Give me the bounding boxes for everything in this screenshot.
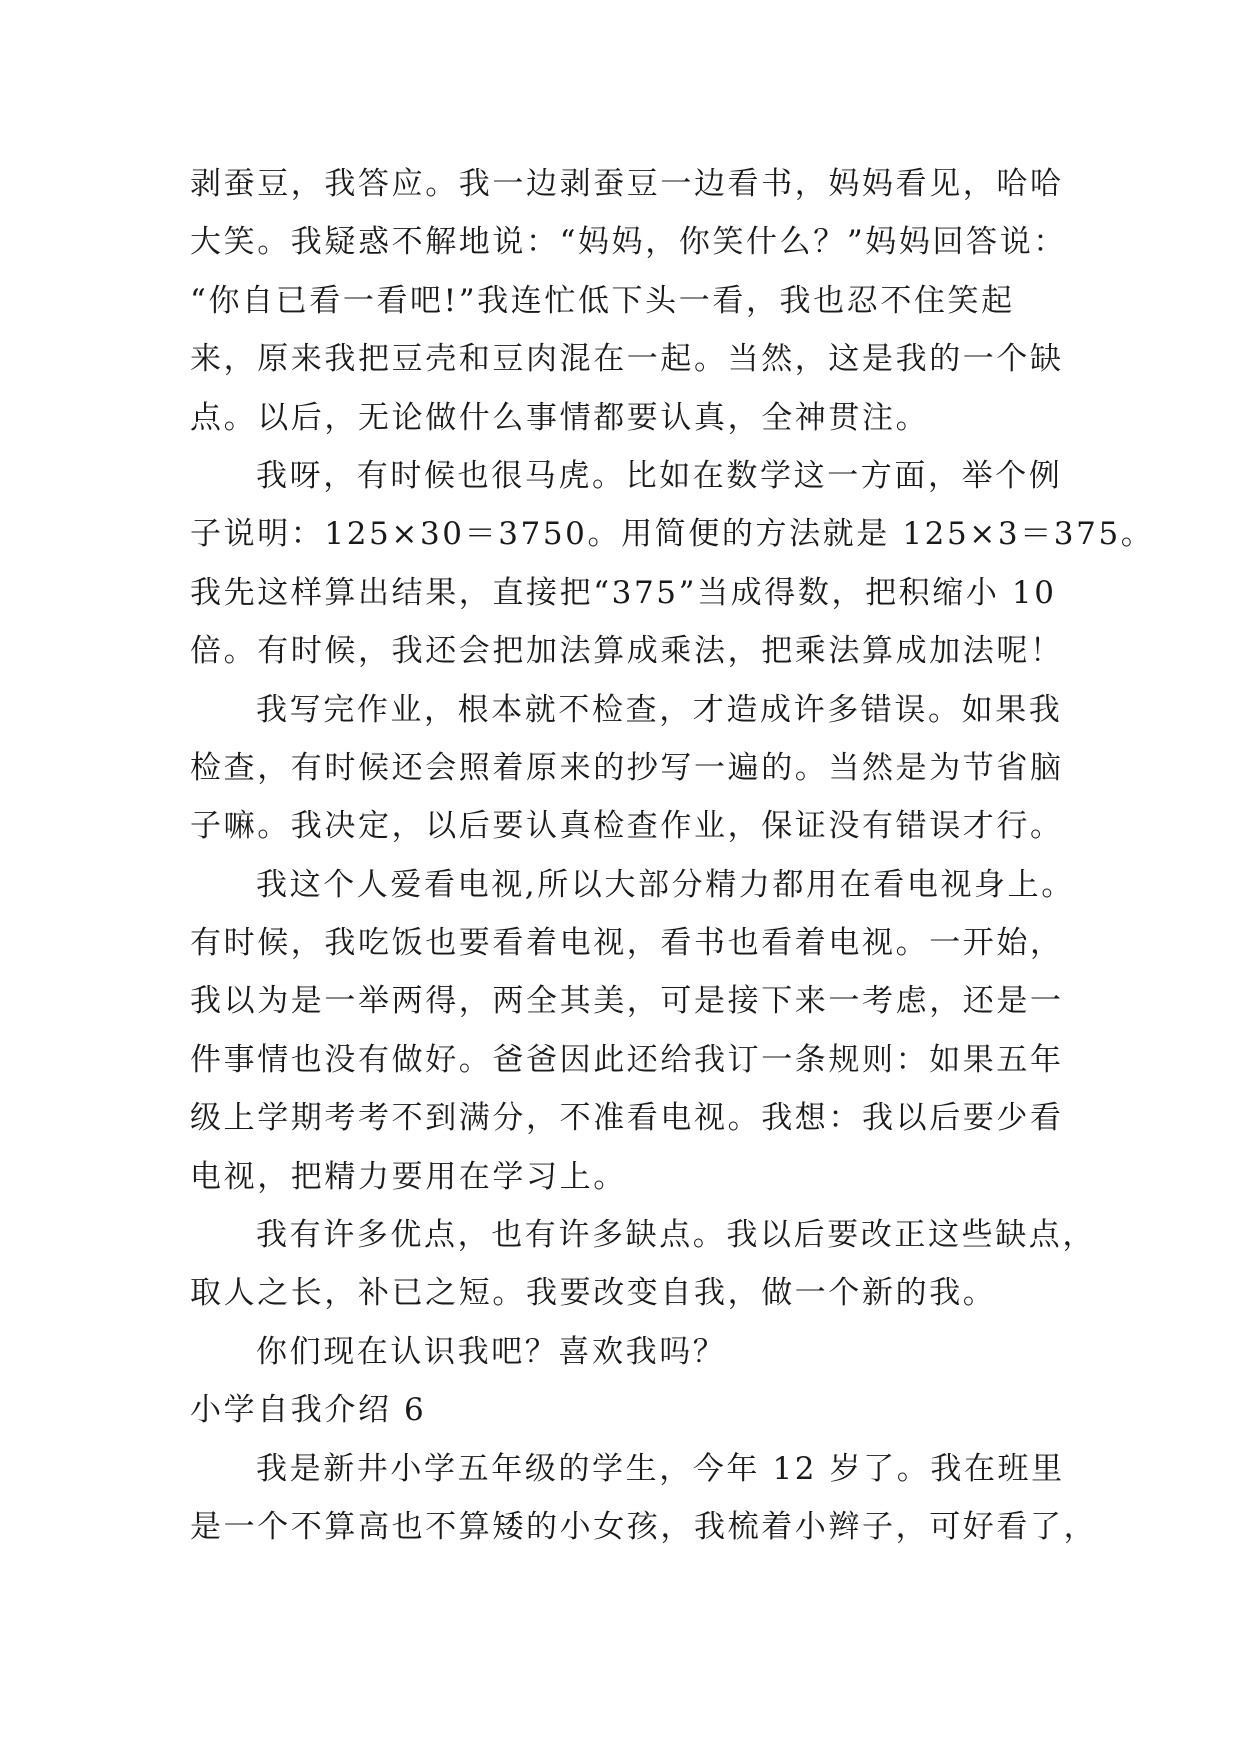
text-line: 来，原来我把豆壳和豆肉混在一起。当然，这是我的一个缺 [190, 341, 1064, 378]
text-line: 电视，把精力要用在学习上。 [190, 1158, 627, 1195]
text-line: 取人之长，补已之短。我要改变自我，做一个新的我。 [190, 1275, 997, 1312]
text-line: 大笑。我疑惑不解地说：“妈妈，你笑什么？”妈妈回答说： [190, 224, 1067, 261]
text-line: 子嘛。我决定，以后要认真检查作业，保证没有错误才行。 [190, 808, 1064, 845]
text-line: 点。以后，无论做什么事情都要认真，全神贯注。 [190, 399, 930, 436]
text-line: 子说明：125×30＝3750。用简便的方法就是 125×3＝375。 [190, 516, 1155, 553]
text-line: 你们现在认识我吧？喜欢我吗？ [256, 1333, 727, 1370]
text-line: 检查，有时候还会照着原来的抄写一遍的。当然是为节省脑 [190, 749, 1064, 786]
text-line: 我写完作业，根本就不检查，才造成许多错误。如果我 [256, 691, 1063, 728]
text-line: 有时候，我吃饭也要看着电视，看书也看着电视。一开始， [190, 925, 1064, 962]
text-line: 我是新井小学五年级的学生，今年 12 岁了。我在班里 [256, 1450, 1065, 1487]
text-line: 是一个不算高也不算矮的小女孩，我梳着小辫子，可好看了， [190, 1508, 1098, 1545]
section-heading: 小学自我介绍 6 [190, 1392, 427, 1429]
text-line: 件事情也没有做好。爸爸因此还给我订一条规则：如果五年 [190, 1041, 1064, 1078]
text-line: 我这个人爱看电视,所以大部分精力都用在看电视身上。 [256, 866, 1075, 903]
text-line: 我先这样算出结果，直接把“375”当成得数，把积缩小 10 [190, 574, 1057, 611]
text-line: 我呀，有时候也很马虎。比如在数学这一方面，举个例 [256, 457, 1063, 494]
text-line: 我有许多优点，也有许多缺点。我以后要改正这些缺点， [256, 1217, 1096, 1254]
text-line: 我以为是一举两得，两全其美，可是接下来一考虑，还是一 [190, 983, 1064, 1020]
text-line: 级上学期考考不到满分，不准看电视。我想：我以后要少看 [190, 1100, 1064, 1137]
text-line: 倍。有时候，我还会把加法算成乘法，把乘法算成加法呢！ [190, 633, 1064, 670]
document-body [190, 155, 1155, 1556]
text-line: “你自已看一看吧!”我连忙低下头一看，我也忍不住笑起 [190, 282, 1015, 319]
text-line: 剥蚕豆，我答应。我一边剥蚕豆一边看书，妈妈看见，哈哈 [190, 166, 1064, 202]
